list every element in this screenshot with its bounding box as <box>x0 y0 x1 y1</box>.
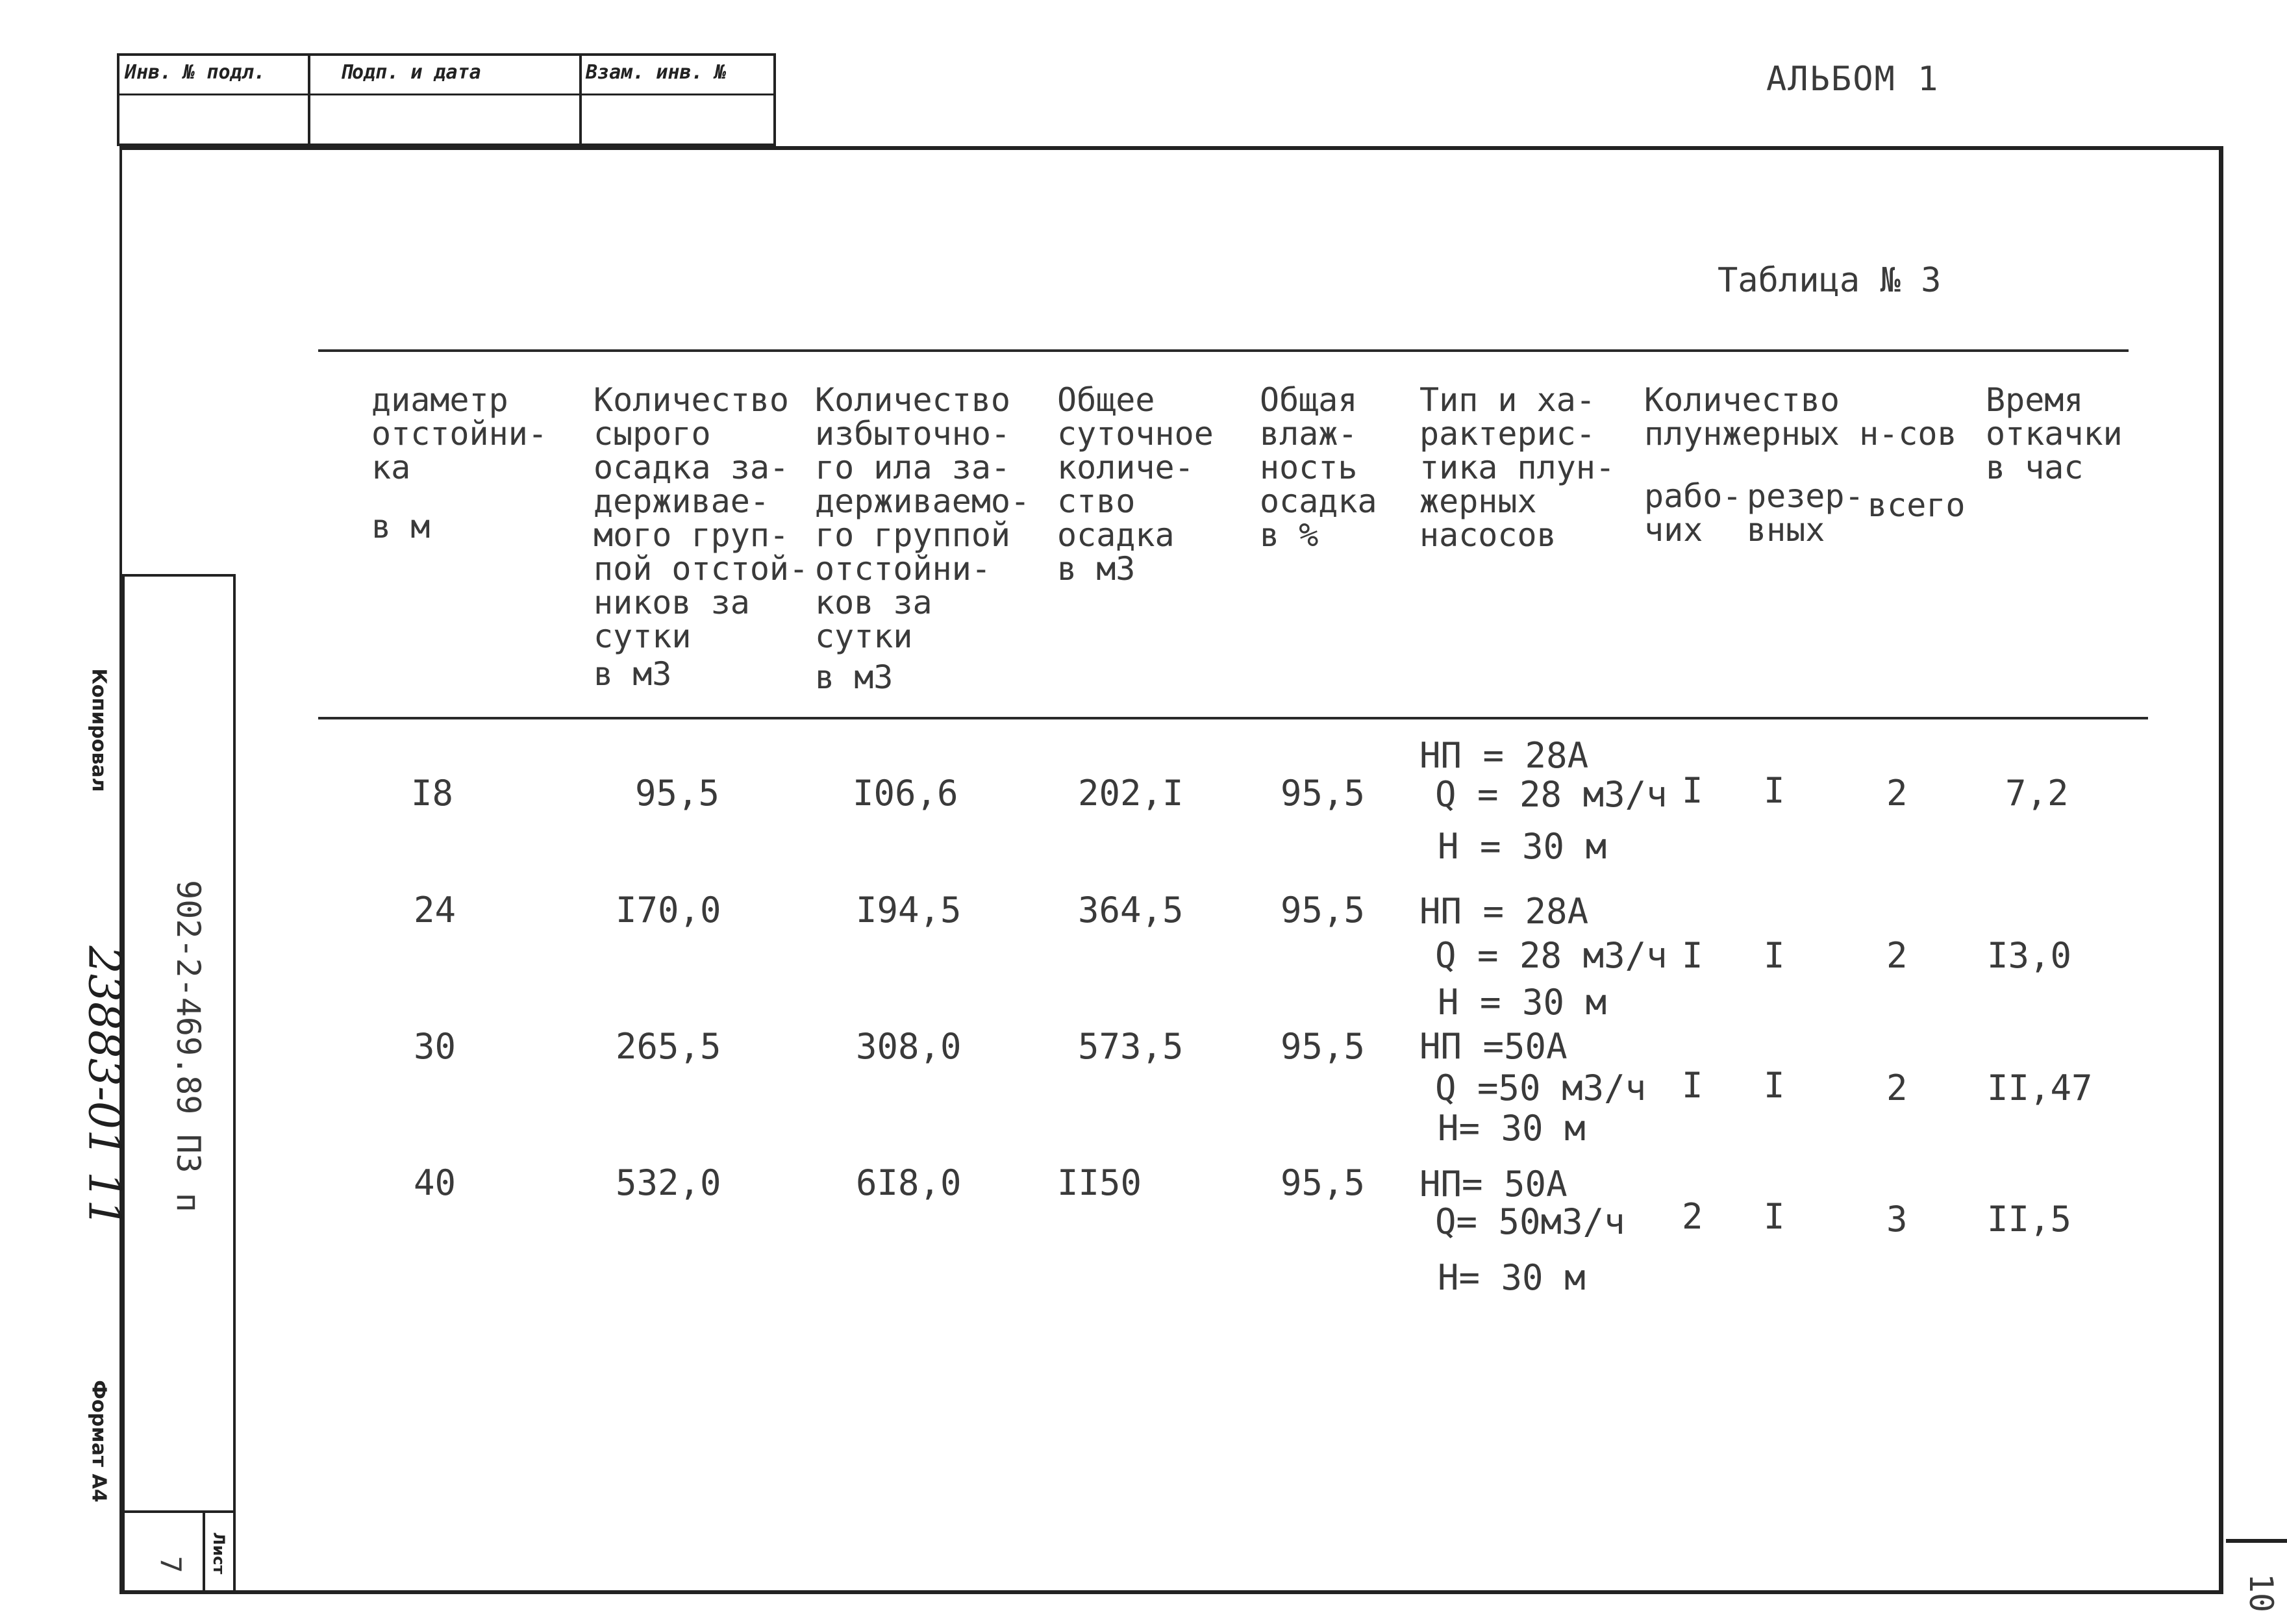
cell-diameter: 30 <box>414 1026 456 1067</box>
cell-reserve: I <box>1764 1065 1785 1106</box>
cell-pump-q: Q = 28 м3/ч <box>1435 774 1668 815</box>
sheet-number: 7 <box>153 1556 187 1573</box>
stamp-divider <box>119 94 773 95</box>
header-working: рабо- чих <box>1644 477 1742 549</box>
cell-excess-sludge: I06,6 <box>853 773 958 814</box>
cell-excess-sludge: 6I8,0 <box>856 1162 962 1203</box>
page-number: 10 <box>2242 1573 2280 1613</box>
cell-raw-sludge: 532,0 <box>616 1162 721 1203</box>
cell-excess-sludge: 308,0 <box>856 1026 962 1067</box>
cell-pump-np: НП = 28А <box>1419 735 1589 776</box>
stamp-replace-inv-label: Взам. инв. № <box>586 61 727 84</box>
cell-humidity: 95,5 <box>1281 773 1366 814</box>
stamp-divider <box>308 56 310 144</box>
cell-pump-np: НП =50А <box>1419 1026 1568 1067</box>
cell-pump-h: Н= 30 м <box>1438 1257 1586 1298</box>
cell-daily-total: 202,I <box>1078 773 1184 814</box>
cell-pump-time: 7,2 <box>2005 773 2069 814</box>
header-pump-type: Тип и ха- рактерис- тика плун- жерных насосов <box>1419 381 1616 554</box>
copied-label: Копировал <box>87 668 110 792</box>
header-pump-count: Количество плунжерных н-сов <box>1644 381 1957 453</box>
album-label: АЛЬБОМ 1 <box>1766 60 1940 99</box>
cell-pump-np: НП= 50А <box>1419 1164 1568 1205</box>
cell-diameter: 40 <box>414 1162 456 1203</box>
cell-raw-sludge: 265,5 <box>616 1026 721 1067</box>
cell-pump-h: Н = 30 м <box>1438 982 1607 1023</box>
cell-pump-time: II,5 <box>1987 1199 2072 1240</box>
cell-pump-h: Н = 30 м <box>1438 826 1607 867</box>
stamp-sign-date-label: Подп. и дата <box>340 61 481 84</box>
doc-code: 902-2-469.89 ПЗ п <box>169 880 207 1212</box>
cell-daily-total: 573,5 <box>1078 1026 1184 1067</box>
cell-pump-q: Q= 50м3/ч <box>1435 1201 1625 1242</box>
cell-total: 3 <box>1886 1199 1908 1240</box>
cell-excess-sludge: I94,5 <box>856 890 962 931</box>
header-raw-sludge-unit: в м3 <box>594 655 672 693</box>
side-strip-divider <box>203 1513 205 1594</box>
cell-pump-time: II,47 <box>1987 1068 2093 1108</box>
cell-pump-h: Н= 30 м <box>1438 1108 1586 1149</box>
cell-working: I <box>1682 935 1703 976</box>
stamp-divider <box>579 56 582 144</box>
header-reserve: резер- вных <box>1747 477 1864 549</box>
table-title: Таблица № 3 <box>1718 261 1942 300</box>
cell-diameter: 24 <box>414 890 456 931</box>
cell-daily-total: 364,5 <box>1078 890 1184 931</box>
handwritten-code: 23883-01 11 <box>78 945 130 1228</box>
header-humidity: Общая влаж- ность осадка в % <box>1260 381 1377 554</box>
cell-raw-sludge: I70,0 <box>616 890 721 931</box>
cell-diameter: I8 <box>411 773 454 814</box>
header-diameter-unit: в м <box>371 508 431 545</box>
cell-pump-np: НП = 28А <box>1419 891 1589 932</box>
page-frame <box>119 146 2223 1594</box>
header-pump-time: Время откачки в час <box>1986 381 2123 486</box>
header-diameter: диаметр отстойни- ка <box>371 381 547 486</box>
header-excess-sludge: Количество избыточно- го ила за- держиваемо- го группой отстойни- ков за сутки <box>815 381 1031 655</box>
table-top-rule <box>318 349 2129 352</box>
cell-daily-total: II50 <box>1057 1162 1142 1203</box>
cell-pump-time: I3,0 <box>1987 935 2072 976</box>
page-number-rule <box>2226 1539 2287 1543</box>
header-excess-sludge-unit: в м3 <box>815 658 894 696</box>
cell-total: 2 <box>1886 773 1908 814</box>
stamp-inv-no-label: Инв. № подл. <box>125 61 266 84</box>
approval-stamp-table <box>117 53 776 146</box>
header-raw-sludge: Количество сырого осадка за- держивае- мого груп- пой отстой- ников за сутки <box>594 381 809 655</box>
cell-pump-q: Q =50 м3/ч <box>1435 1068 1647 1108</box>
cell-total: 2 <box>1886 1068 1908 1108</box>
header-total: всего <box>1868 486 1966 524</box>
format-label: Формат А4 <box>87 1380 110 1503</box>
cell-humidity: 95,5 <box>1281 1162 1366 1203</box>
cell-working: I <box>1682 770 1703 811</box>
cell-humidity: 95,5 <box>1281 1026 1366 1067</box>
cell-reserve: I <box>1764 770 1785 811</box>
cell-reserve: I <box>1764 935 1785 976</box>
cell-total: 2 <box>1886 935 1908 976</box>
cell-humidity: 95,5 <box>1281 890 1366 931</box>
cell-working: 2 <box>1682 1196 1703 1237</box>
table-header-rule <box>318 717 2148 719</box>
side-strip-divider <box>122 1510 236 1513</box>
sheet-label: Лист <box>210 1532 228 1575</box>
cell-working: I <box>1682 1065 1703 1106</box>
header-daily-total: Общее суточное количе- ство осадка в м3 <box>1057 381 1214 588</box>
cell-reserve: I <box>1764 1196 1785 1237</box>
cell-pump-q: Q = 28 м3/ч <box>1435 935 1668 976</box>
cell-raw-sludge: 95,5 <box>635 773 720 814</box>
